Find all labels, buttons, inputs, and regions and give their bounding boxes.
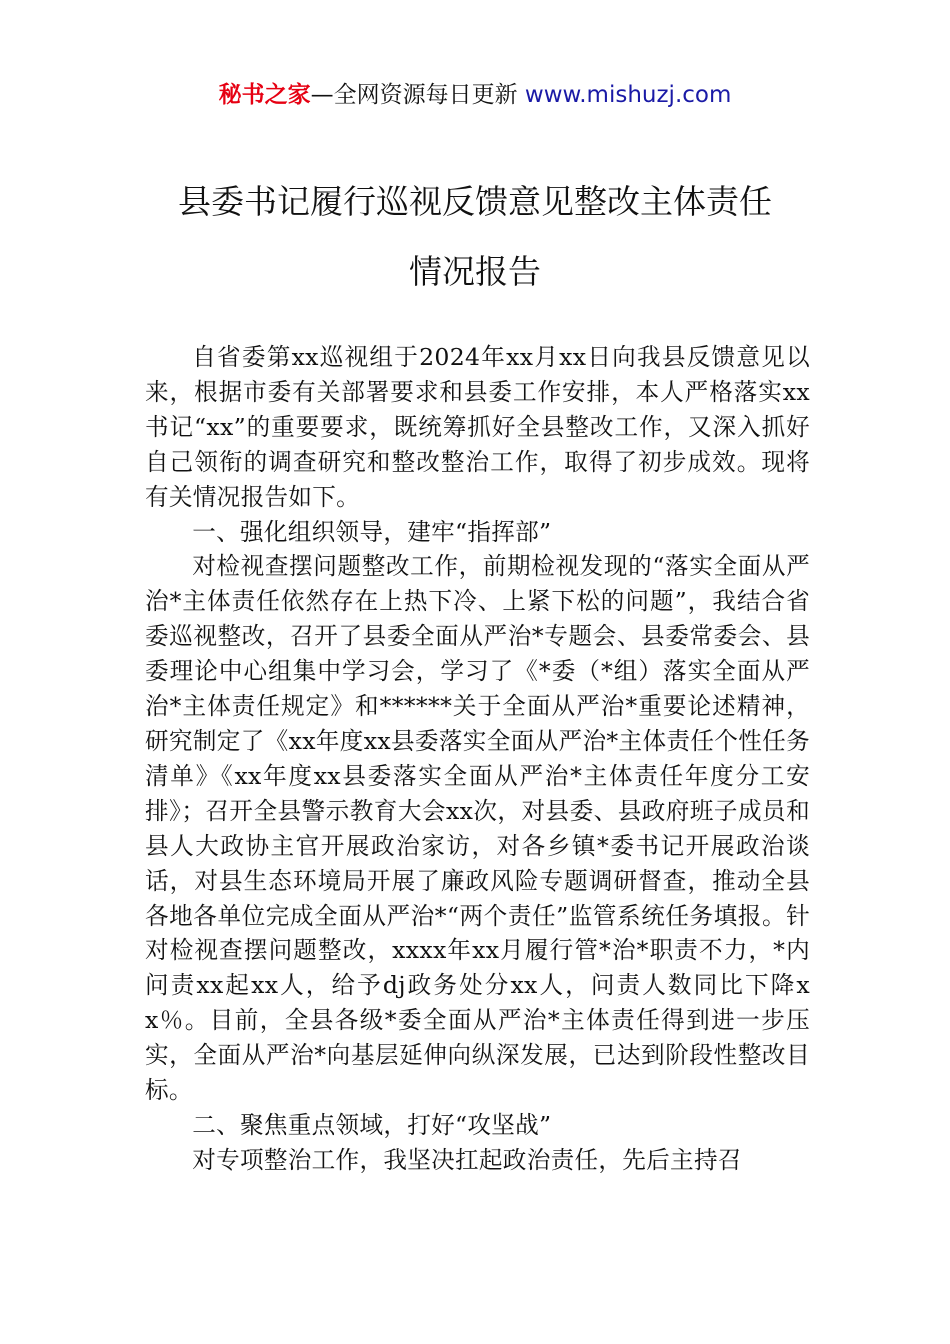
- site-tagline: —全网资源每日更新: [310, 82, 518, 108]
- section-heading-2: 二、聚焦重点领域，打好“攻坚战”: [192, 1110, 552, 1139]
- paragraph-section-2: 对专项整治工作，我坚决扛起政治责任，先后主持召: [192, 1145, 742, 1174]
- document-body: [145, 340, 810, 1178]
- paragraph-intro: 自省委第xx巡视组于2024年xx月xx日向我县反馈意见以来，根据市委有关部署要求和县委工作安排，本人严格落实xx书记“xx”的重要要求，既统筹抓好全县整改工作，又深入抓好自己领衔的调查研究和整改整治工作，取得了初步成效。现将有关情况报告如下。: [145, 343, 810, 511]
- paragraph-section-1: 对检视查摆问题整改工作，前期检视发现的“落实全面从严治*主体责任依然存在上热下冷、上紧下松的问题”，我结合省委巡视整改，召开了县委全面从严治*专题会、县委常委会、县委理论中心组集中学习会，学习了《*委（*组）落实全面从严治*主体责任规定》和******关于全面从严治*重要论述精神，研究制定了《xx年度xx县委落实全面从严治*主体责任个性任务清单》《xx年度xx县委落实全面从严治*主体责任年度分工安排》；召开全县警示教育大会xx次，对县委、县政府班子成员和县人大政协主官开展政治家访，对各乡镇*委书记开展政治谈话，对县生态环境局开展了廉政风险专题调研督查，推动全县各地各单位完成全面从严治*“两个责任”监管系统任务填报。针对检视查摆问题整改，xxxx年xx月履行管*治*职责不力，*内问责xx起xx人，给予dj政务处分xx人，问责人数同比下降xx％。目前，全县各级*委全面从严治*主体责任得到进一步压实，全面从严治*向基层延伸向纵深发展，已达到阶段性整改目标。: [145, 552, 810, 1105]
- document-title-line-2: 情况报告: [409, 252, 541, 291]
- section-heading-1: 一、强化组织领导，建牢“指挥部”: [192, 517, 552, 546]
- document-title-line-1: 县委书记履行巡视反馈意见整改主体责任: [178, 182, 772, 221]
- site-name: 秘书之家: [218, 82, 311, 108]
- site-header: [0, 78, 950, 112]
- site-url-link[interactable]: www.mishuzj.com: [524, 82, 732, 108]
